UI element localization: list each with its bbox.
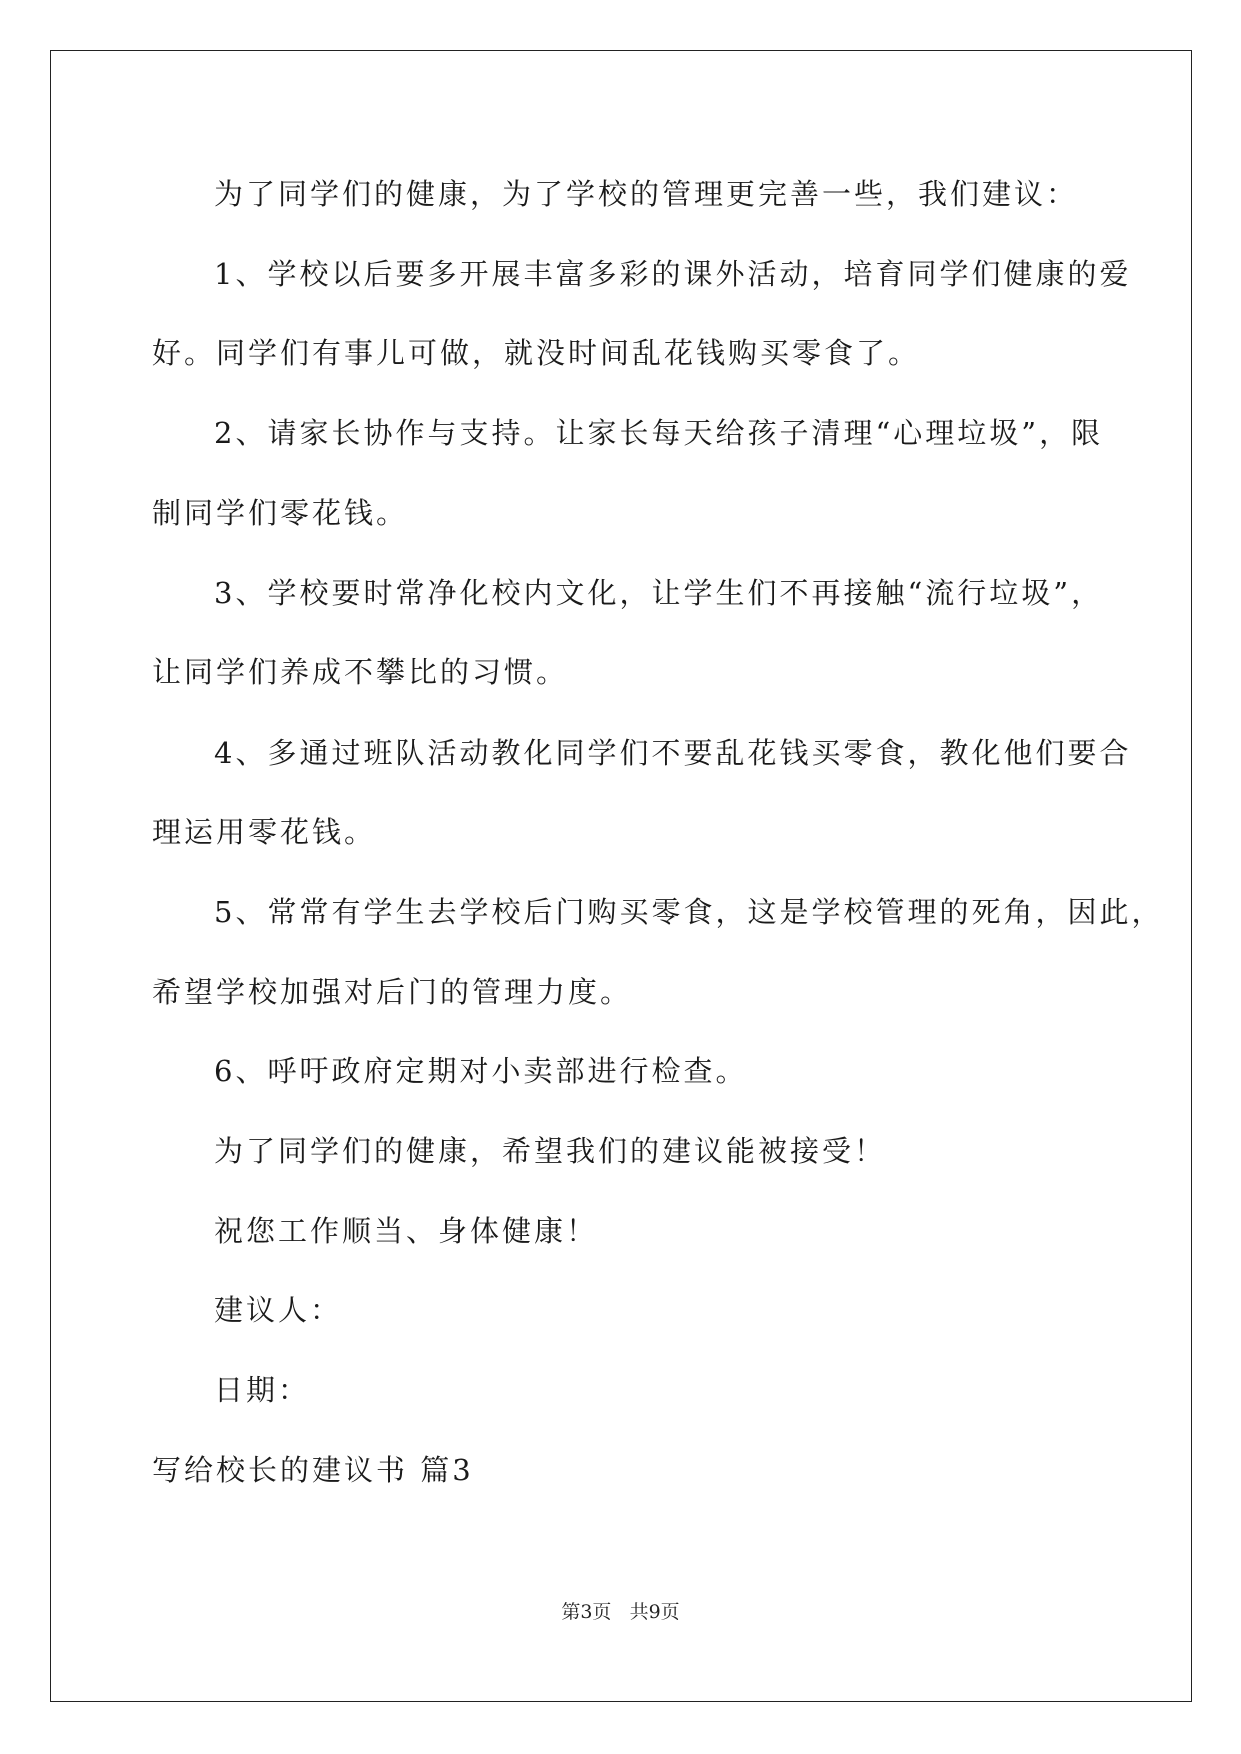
- suggestion-4-line-1: 4、多通过班队活动教化同学们不要乱花钱买零食，教化他们要合: [214, 736, 1132, 770]
- signature-label: 建议人：: [214, 1293, 343, 1327]
- page-footer: [0, 1599, 1241, 1625]
- suggestion-2-line-2: 制同学们零花钱。: [152, 496, 409, 530]
- suggestion-3-line-1: 3、学校要时常净化校内文化，让学生们不再接触“流行垃圾”，: [214, 576, 1104, 610]
- suggestion-5-line-1: 5、常常有学生去学校后门购买零食，这是学校管理的死角，因此，: [214, 895, 1164, 929]
- page-number: 第3页: [561, 1601, 612, 1623]
- page-total: 共9页: [629, 1601, 680, 1623]
- suggestion-1-line-1: 1、学校以后要多开展丰富多彩的课外活动，培育同学们健康的爱: [214, 257, 1132, 291]
- section-heading: 写给校长的建议书 篇3: [152, 1453, 474, 1487]
- paragraph-intro: 为了同学们的健康，为了学校的管理更完善一些，我们建议：: [214, 177, 1079, 211]
- suggestion-1-line-2: 好。同学们有事儿可做，就没时间乱花钱购买零食了。: [152, 336, 921, 370]
- suggestion-2-line-1: 2、请家长协作与支持。让家长每天给孩子清理“心理垃圾”，限: [214, 416, 1104, 450]
- closing-hope: 为了同学们的健康，希望我们的建议能被接受！: [214, 1134, 887, 1168]
- suggestion-3-line-2: 让同学们养成不攀比的习惯。: [152, 655, 569, 689]
- closing-wish: 祝您工作顺当、身体健康！: [214, 1214, 599, 1248]
- suggestion-6: 6、呼吁政府定期对小卖部进行检查。: [214, 1054, 748, 1088]
- suggestion-4-line-2: 理运用零花钱。: [152, 815, 377, 849]
- suggestion-5-line-2: 希望学校加强对后门的管理力度。: [152, 975, 633, 1009]
- date-label: 日期：: [214, 1373, 311, 1407]
